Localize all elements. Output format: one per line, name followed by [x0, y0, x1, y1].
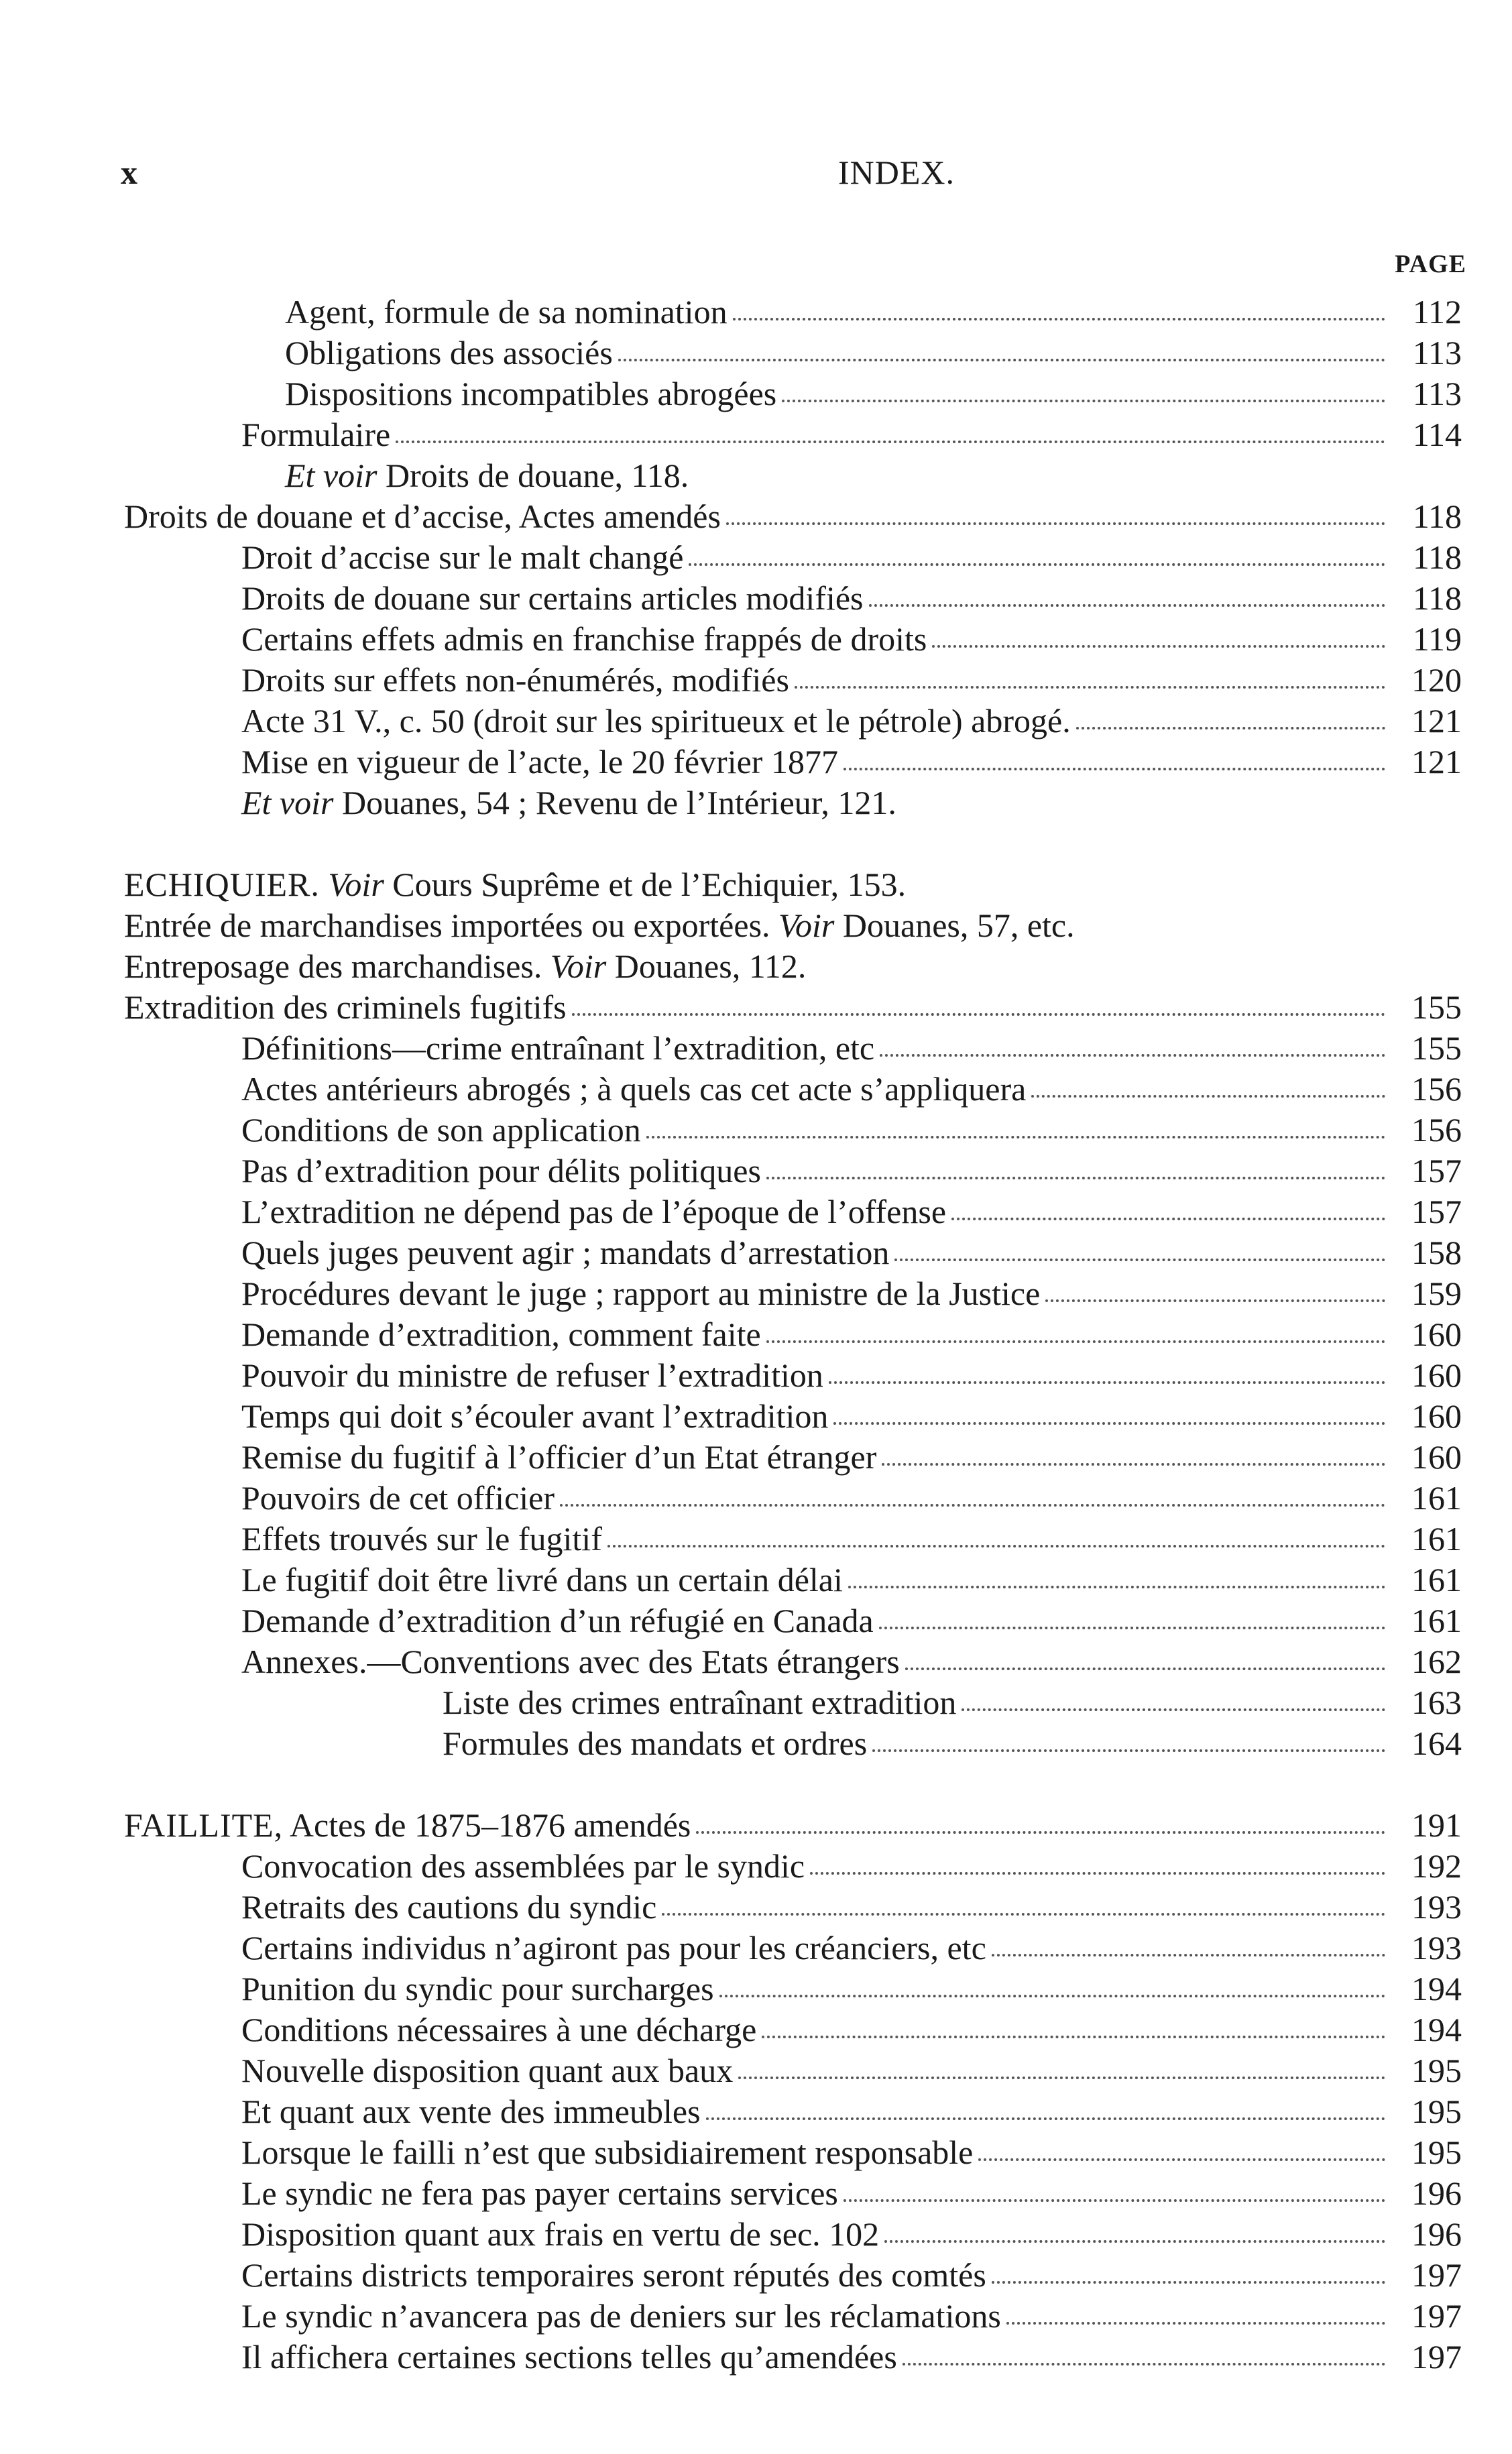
entry-page-number: 118 — [1412, 579, 1462, 617]
entry-page-number: 156 — [1411, 1070, 1462, 1108]
running-head — [121, 153, 1455, 200]
entry-text: Formulaire — [241, 416, 391, 453]
entry-page-number: 120 — [1411, 661, 1462, 699]
index-entry — [124, 1314, 1462, 1355]
index-entry — [124, 1069, 1462, 1110]
page-title: INDEX. — [838, 154, 955, 191]
entry-label — [241, 1232, 889, 1273]
index-entry — [124, 2173, 1462, 2214]
entry-page-number: 163 — [1411, 1684, 1462, 1721]
entry-page-number: 113 — [1412, 375, 1462, 412]
dot-leader — [932, 645, 1385, 648]
entry-text: Liste des crimes entraînant extradition — [443, 1684, 957, 1721]
index-entry — [124, 742, 1462, 782]
entry-label — [241, 2132, 973, 2173]
entry-text: Le syndic n’avancera pas de deniers sur les réclamations — [241, 2297, 1001, 2335]
dot-leader — [1045, 1299, 1385, 1302]
dot-leader — [978, 2158, 1385, 2161]
entry-text: Mise en vigueur de l’acte, le 20 février 1877 — [241, 743, 838, 780]
entry-label — [241, 1110, 641, 1151]
index-entry — [124, 1355, 1462, 1396]
dot-leader — [903, 2363, 1385, 2365]
entry-page-number: 197 — [1411, 2256, 1462, 2294]
entry-page-number: 160 — [1411, 1438, 1462, 1476]
dot-leader — [733, 318, 1385, 320]
dot-leader — [879, 1627, 1385, 1629]
dot-leader — [689, 563, 1385, 566]
index-entry — [124, 2050, 1462, 2091]
index-entry — [124, 2132, 1462, 2173]
index-entry — [124, 1969, 1462, 2009]
dot-leader — [706, 2117, 1385, 2120]
dot-leader — [833, 1422, 1385, 1425]
dot-leader — [829, 1381, 1385, 1384]
dot-leader — [696, 1831, 1385, 1834]
entry-label — [285, 455, 689, 496]
entry-label — [124, 987, 567, 1028]
entry-cross-ref-text: Douanes, 57, etc. — [834, 907, 1075, 944]
entry-label — [241, 1273, 1040, 1314]
dot-leader — [762, 2036, 1385, 2038]
entry-page-number: 158 — [1411, 1234, 1462, 1271]
dot-leader — [572, 1013, 1385, 1016]
entry-page-number: 121 — [1411, 702, 1462, 740]
entry-label — [241, 1314, 761, 1355]
entry-page-number: 196 — [1411, 2215, 1462, 2253]
dot-leader — [992, 2281, 1385, 2284]
entry-label — [241, 2214, 879, 2255]
index-entry — [124, 1273, 1462, 1314]
entry-text: Conditions de son application — [241, 1111, 641, 1149]
entry-text: Droits sur effets non-énumérés, modifiés — [241, 661, 789, 699]
entry-label — [285, 292, 728, 333]
entry-text: Pouvoir du ministre de refuser l’extradition — [241, 1356, 823, 1394]
entry-label — [241, 537, 683, 578]
entry-text: Certains individus n’agiront pas pour les créanciers, etc — [241, 1929, 986, 1967]
index-entry — [124, 946, 1462, 987]
index-entry — [124, 1437, 1462, 1478]
entry-page-number: 160 — [1411, 1397, 1462, 1435]
entry-label — [241, 1396, 828, 1437]
entry-text: Remise du fugitif à l’officier d’un Etat étranger — [241, 1438, 877, 1476]
index-entry — [124, 905, 1462, 946]
entry-label — [124, 864, 906, 905]
entry-label — [241, 701, 1071, 742]
entry-cross-ref-keyword: Voir — [778, 907, 835, 944]
entry-text: Actes de 1875–1876 amendés — [283, 1806, 691, 1844]
dot-leader — [1006, 2322, 1385, 2325]
index-entry — [124, 2296, 1462, 2337]
index-entry — [124, 1928, 1462, 1969]
index-entry — [124, 782, 1462, 823]
entry-label — [241, 1191, 946, 1232]
dot-leader — [719, 1995, 1385, 1997]
entry-page-number: 161 — [1411, 1561, 1462, 1598]
entry-page-number: 160 — [1411, 1356, 1462, 1394]
entry-text: Demande d’extradition, comment faite — [241, 1316, 761, 1353]
entry-page-number: 114 — [1412, 416, 1462, 453]
entry-text: Disposition quant aux frais en vertu de sec. 102 — [241, 2215, 880, 2253]
index-entry — [124, 373, 1462, 414]
index-entry — [124, 987, 1462, 1028]
entry-page-number: 192 — [1411, 1847, 1462, 1885]
entry-page-number: 155 — [1411, 1029, 1462, 1067]
dot-leader — [992, 1954, 1385, 1956]
index-entry — [124, 1396, 1462, 1437]
index-entry — [124, 2009, 1462, 2050]
entry-label — [241, 2337, 897, 2378]
entry-heading-word: FAILLITE, — [124, 1806, 284, 1844]
index-entry — [124, 2214, 1462, 2255]
index-entry — [124, 1151, 1462, 1191]
index-entry — [124, 414, 1462, 455]
dot-leader — [848, 1586, 1385, 1588]
entry-label — [241, 1478, 555, 1519]
entry-text: Pas d’extradition pour délits politiques — [241, 1152, 761, 1189]
index-entry — [124, 1846, 1462, 1887]
entry-label — [443, 1682, 956, 1723]
entry-page-number: 161 — [1411, 1479, 1462, 1517]
entry-page-number: 164 — [1411, 1725, 1462, 1762]
entry-label — [241, 1969, 714, 2009]
entry-label — [241, 2255, 986, 2296]
entry-cross-ref-keyword: Et voir — [285, 457, 377, 494]
entry-page-number: 157 — [1411, 1152, 1462, 1189]
dot-leader — [844, 2199, 1385, 2202]
entry-text: Entrée de marchandises importées ou exportées. — [124, 907, 770, 944]
entry-text: Droits de douane sur certains articles modifiés — [241, 579, 864, 617]
entry-text: Agent, formule de sa nomination — [285, 293, 728, 331]
entry-label — [241, 2050, 733, 2091]
entry-page-number: 156 — [1411, 1111, 1462, 1149]
entry-label — [241, 1560, 843, 1600]
dot-leader — [872, 1749, 1385, 1752]
entry-label — [285, 373, 776, 414]
dot-leader — [662, 1913, 1385, 1916]
entry-text: L’extradition ne dépend pas de l’époque de l’offense — [241, 1193, 947, 1230]
dot-leader — [869, 604, 1386, 607]
entry-text: Conditions nécessaires à une décharge — [241, 2011, 757, 2048]
entry-label — [241, 1151, 761, 1191]
dot-leader — [646, 1136, 1385, 1138]
entry-text: Lorsque le failli n’est que subsidiairement responsable — [241, 2134, 974, 2171]
entry-text: Temps qui doit s’écouler avant l’extradition — [241, 1397, 829, 1435]
entry-page-number: 194 — [1411, 2011, 1462, 2048]
entry-text: Nouvelle disposition quant aux baux — [241, 2052, 734, 2089]
entry-label — [241, 2091, 701, 2132]
entry-text: Le fugitif doit être livré dans un certain délai — [241, 1561, 843, 1598]
entry-text: Effets trouvés sur le fugitif — [241, 1520, 602, 1558]
folio: x — [121, 154, 137, 191]
entry-label — [443, 1723, 867, 1764]
index-entry — [124, 1110, 1462, 1151]
entry-label — [124, 905, 1075, 946]
dot-leader — [766, 1177, 1385, 1179]
entry-text: Et quant aux vente des immeubles — [241, 2093, 701, 2130]
index-entry — [124, 1723, 1462, 1764]
entry-label — [241, 1355, 823, 1396]
entry-page-number: 161 — [1411, 1602, 1462, 1639]
entry-label — [241, 1600, 874, 1641]
entry-text: Retraits des cautions du syndic — [241, 1888, 657, 1926]
entry-label — [241, 414, 390, 455]
entry-page-number: 160 — [1411, 1316, 1462, 1353]
entry-label — [241, 1641, 900, 1682]
entry-text: Dispositions incompatibles abrogées — [285, 375, 777, 412]
index-entry — [124, 455, 1462, 496]
dot-leader — [951, 1218, 1385, 1220]
entry-label — [241, 1028, 874, 1069]
entry-text: Droits de douane et d’accise, Actes amendés — [124, 498, 721, 535]
entry-text: Douanes, 54 ; Revenu de l’Intérieur, 121. — [333, 784, 896, 821]
entry-label — [241, 2296, 1001, 2337]
index-entry — [124, 1478, 1462, 1519]
entry-page-number: 194 — [1411, 1970, 1462, 2007]
dot-leader — [882, 1463, 1385, 1466]
entry-cross-ref-text: Douanes, 112. — [606, 947, 807, 985]
index-entry — [124, 2255, 1462, 2296]
entry-label — [241, 1846, 805, 1887]
index-entry — [124, 1682, 1462, 1723]
entry-text: Punition du syndic pour surcharges — [241, 1970, 714, 2007]
entry-text: Il affichera certaines sections telles qu’amendées — [241, 2338, 897, 2376]
entry-text: Définitions—crime entraînant l’extradition, etc — [241, 1029, 875, 1067]
index-entry — [124, 864, 1462, 905]
dot-leader — [880, 1054, 1385, 1057]
dot-leader — [766, 1340, 1385, 1343]
entry-page-number: 157 — [1411, 1193, 1462, 1230]
entry-page-number: 195 — [1411, 2093, 1462, 2130]
entry-label — [124, 496, 721, 537]
entry-text: Acte 31 V., c. 50 (droit sur les spiritueux et le pétrole) abrogé. — [241, 702, 1071, 740]
entry-page-number: 118 — [1412, 538, 1462, 576]
entry-text: Droits de douane, 118. — [377, 457, 689, 494]
index-entry — [124, 333, 1462, 373]
entry-label — [241, 1887, 656, 1928]
entry-text: Demande d’extradition d’un réfugié en Canada — [241, 1602, 874, 1639]
entry-page-number: 118 — [1412, 498, 1462, 535]
entry-text: Certains districts temporaires seront réputés des comtés — [241, 2256, 986, 2294]
dot-leader — [962, 1708, 1385, 1711]
entry-page-number: 193 — [1411, 1929, 1462, 1967]
index-entry — [124, 496, 1462, 537]
entry-label — [241, 578, 864, 619]
index-entry — [124, 1519, 1462, 1560]
entry-cross-ref-keyword: Et voir — [241, 784, 334, 821]
index-entry — [124, 1191, 1462, 1232]
entry-page-number: 193 — [1411, 1888, 1462, 1926]
entry-text: Actes antérieurs abrogés ; à quels cas cet acte s’appliquera — [241, 1070, 1027, 1108]
dot-leader — [618, 359, 1385, 361]
entry-label — [241, 742, 838, 782]
index-entry — [124, 660, 1462, 701]
entry-page-number: 159 — [1411, 1275, 1462, 1312]
dot-leader — [738, 2077, 1385, 2079]
entry-label — [241, 1928, 986, 1969]
index-entry — [124, 1028, 1462, 1069]
entry-text: Pouvoirs de cet officier — [241, 1479, 555, 1517]
index-entry — [124, 619, 1462, 660]
entry-label — [124, 946, 806, 987]
index-entry — [124, 1600, 1462, 1641]
entry-page-number: 113 — [1412, 334, 1462, 371]
index-entry — [124, 1805, 1462, 1846]
dot-leader — [894, 1259, 1385, 1261]
entry-text: Le syndic ne fera pas payer certains services — [241, 2174, 838, 2212]
entry-label — [241, 660, 789, 701]
entry-text: Formules des mandats et ordres — [443, 1725, 868, 1762]
index-entry — [124, 537, 1462, 578]
entry-page-number: 197 — [1411, 2338, 1462, 2376]
index-entry — [124, 2091, 1462, 2132]
entry-page-number: 195 — [1411, 2052, 1462, 2089]
entry-page-number: 161 — [1411, 1520, 1462, 1558]
entry-heading-word: ECHIQUIER. — [124, 866, 320, 903]
entry-page-number: 121 — [1411, 743, 1462, 780]
page-column-heading: PAGE — [1395, 250, 1466, 278]
entry-label — [285, 333, 613, 373]
entry-label — [241, 2009, 756, 2050]
dot-leader — [884, 2240, 1385, 2243]
entry-label — [241, 782, 896, 823]
index-entry — [124, 1641, 1462, 1682]
index-entry — [124, 1887, 1462, 1928]
entry-page-number: 162 — [1411, 1643, 1462, 1680]
entry-text: Extradition des criminels fugitifs — [124, 988, 567, 1026]
entry-page-number: 155 — [1411, 988, 1462, 1026]
index-list — [124, 292, 1462, 2378]
dot-leader — [607, 1545, 1385, 1547]
entry-page-number: 112 — [1412, 293, 1462, 331]
entry-label — [124, 1805, 691, 1846]
dot-leader — [795, 686, 1385, 689]
entry-text: Convocation des assemblées par le syndic — [241, 1847, 805, 1885]
index-entry — [124, 701, 1462, 742]
index-entry — [124, 1560, 1462, 1600]
entry-label — [241, 1437, 876, 1478]
index-entry — [124, 578, 1462, 619]
dot-leader — [905, 1668, 1385, 1670]
entry-text: Cours Suprême et de l’Echiquier, 153. — [384, 866, 907, 903]
entry-cross-ref-keyword: Voir — [328, 866, 384, 903]
index-entry — [124, 292, 1462, 333]
entry-page-number: 191 — [1411, 1806, 1462, 1844]
entry-text: Entreposage des marchandises. — [124, 947, 542, 985]
entry-text: Procédures devant le juge ; rapport au ministre de la Justice — [241, 1275, 1041, 1312]
entry-text: Droit d’accise sur le malt changé — [241, 538, 684, 576]
dot-leader — [1076, 727, 1385, 729]
entry-text: Annexes.—Conventions avec des Etats étrangers — [241, 1643, 900, 1680]
entry-text: Obligations des associés — [285, 334, 613, 371]
entry-label — [241, 619, 927, 660]
entry-page-number: 196 — [1411, 2174, 1462, 2212]
entry-cross-ref-keyword: Voir — [550, 947, 607, 985]
dot-leader — [560, 1504, 1385, 1507]
dot-leader — [396, 441, 1385, 443]
index-entry — [124, 2337, 1462, 2378]
entry-page-number: 197 — [1411, 2297, 1462, 2335]
dot-leader — [782, 400, 1385, 402]
entry-page-number: 195 — [1411, 2134, 1462, 2171]
index-entry — [124, 1232, 1462, 1273]
entry-label — [241, 1069, 1026, 1110]
dot-leader — [726, 522, 1385, 525]
entry-text: Quels juges peuvent agir ; mandats d’arrestation — [241, 1234, 890, 1271]
dot-leader — [1031, 1095, 1385, 1098]
entry-text: Certains effets admis en franchise frappés de droits — [241, 620, 927, 658]
dot-leader — [844, 768, 1385, 770]
entry-label — [241, 2173, 838, 2214]
dot-leader — [810, 1872, 1385, 1875]
entry-page-number: 119 — [1412, 620, 1462, 658]
entry-label — [241, 1519, 602, 1560]
